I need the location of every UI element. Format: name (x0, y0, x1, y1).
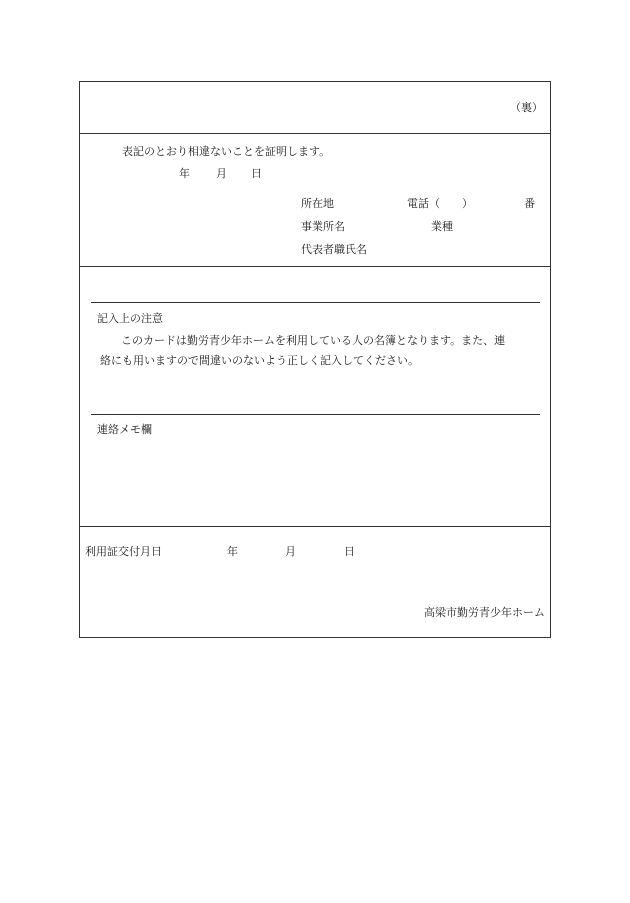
certification-statement: 表記のとおり相違ないことを証明します。 (122, 145, 331, 158)
phone-suffix-label: 番 (524, 197, 535, 210)
memo-heading: 連絡メモ欄 (97, 423, 152, 436)
back-side-label: （裏） (510, 101, 543, 114)
issuance-day-label: 日 (344, 545, 355, 558)
issuance-month-label: 月 (285, 545, 296, 558)
certification-section (80, 134, 550, 266)
notes-heading: 記入上の注意 (97, 312, 163, 325)
representative-label: 代表者職氏名 (301, 243, 367, 256)
memo-top-rule (91, 414, 540, 415)
registration-card-back (79, 81, 551, 638)
date-month-label: 月 (216, 167, 227, 180)
location-label: 所在地 (301, 197, 334, 210)
notes-text-line-1: このカードは勤労青少年ホームを利用している人の名簿となります。また、連 (121, 334, 506, 347)
issuance-year-label: 年 (227, 545, 238, 558)
issuer-name: 高梁市勤労青少年ホーム (424, 606, 545, 619)
notes-text-line-2: 絡にも用いますので間違いのないよう正しく記入してください。 (100, 354, 419, 367)
industry-label: 業種 (431, 220, 453, 233)
phone-label: 電話（ ） (407, 197, 473, 210)
date-year-label: 年 (179, 167, 190, 180)
certification-divider (80, 266, 550, 267)
issuance-date-label: 利用証交付月日 (85, 545, 162, 558)
date-day-label: 日 (251, 167, 262, 180)
memo-divider (80, 526, 550, 527)
business-name-label: 事業所名 (301, 220, 345, 233)
notes-top-rule (91, 302, 540, 303)
